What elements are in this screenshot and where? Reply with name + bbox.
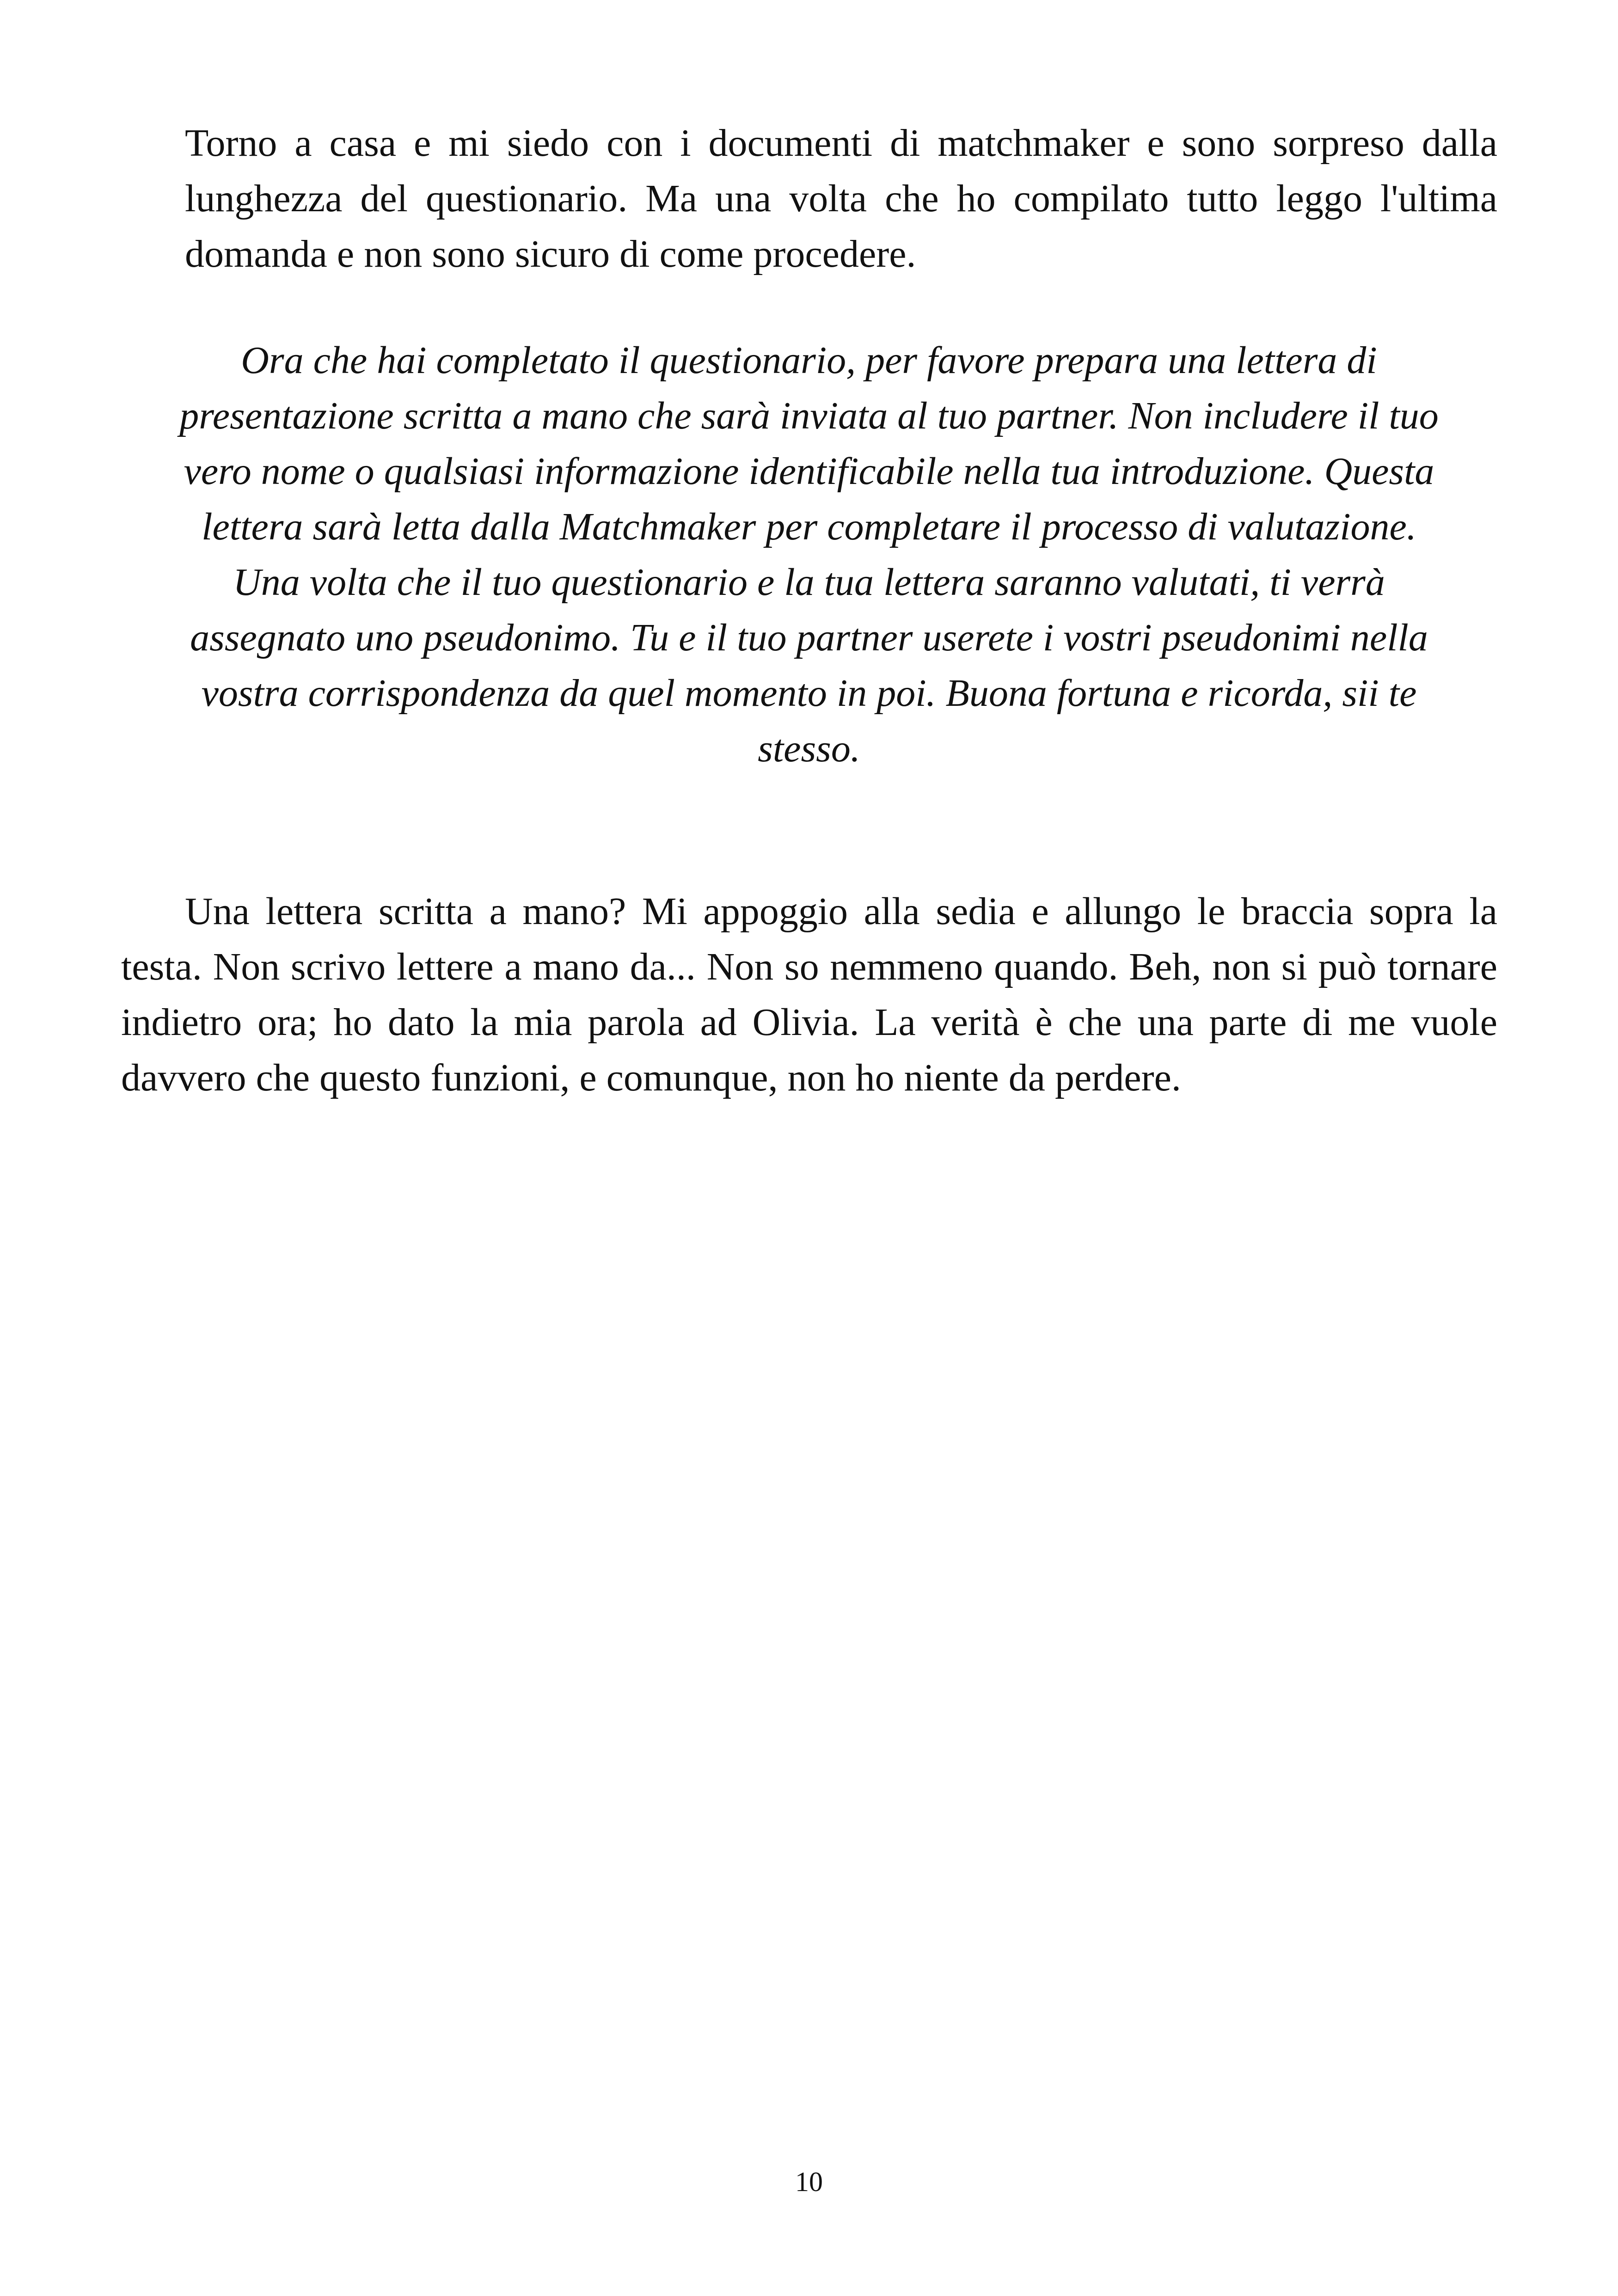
paragraph-opening: Torno a casa e mi siedo con i documenti di matchmaker e sono sorpreso dalla lunghezza del questionario. Ma una volta che ho compilato tutto leggo l'ultima domanda e non sono sicuro di come procedere.	[185, 122, 1497, 276]
quoted-instructions	[176, 333, 1442, 777]
instructions-paragraph-2: Una volta che il tuo questionario e la tua lettera saranno valutati, ti verrà assegnato uno pseudonimo. Tu e il tuo partner userete i vostri pseudonimi nella vostra corrispondenza da quel momento in poi. Buona fortuna e ricorda, sii te stesso.	[190, 561, 1428, 770]
page-number: 10	[795, 2167, 823, 2197]
paragraph-reflection: Una lettera scritta a mano? Mi appoggio alla sedia e allungo le braccia sopra la testa. Non scrivo lettere a mano da... Non so nemmeno quando. Beh, non si può tornare indietro ora; ho dato la mia parola ad Olivia. La verità è che una parte di me vuole davvero che questo funzioni, e comunque, non ho niente da perdere.	[121, 890, 1497, 1099]
instructions-paragraph-1: Ora che hai completato il questionario, per favore prepara una lettera di presentazione scritta a mano che sarà inviata al tuo partner. Non includere il tuo vero nome o qualsiasi informazione identificabile nella tua introduzione. Questa lettera sarà letta dalla Matchmaker per completare il processo di valutazione.	[179, 339, 1439, 548]
